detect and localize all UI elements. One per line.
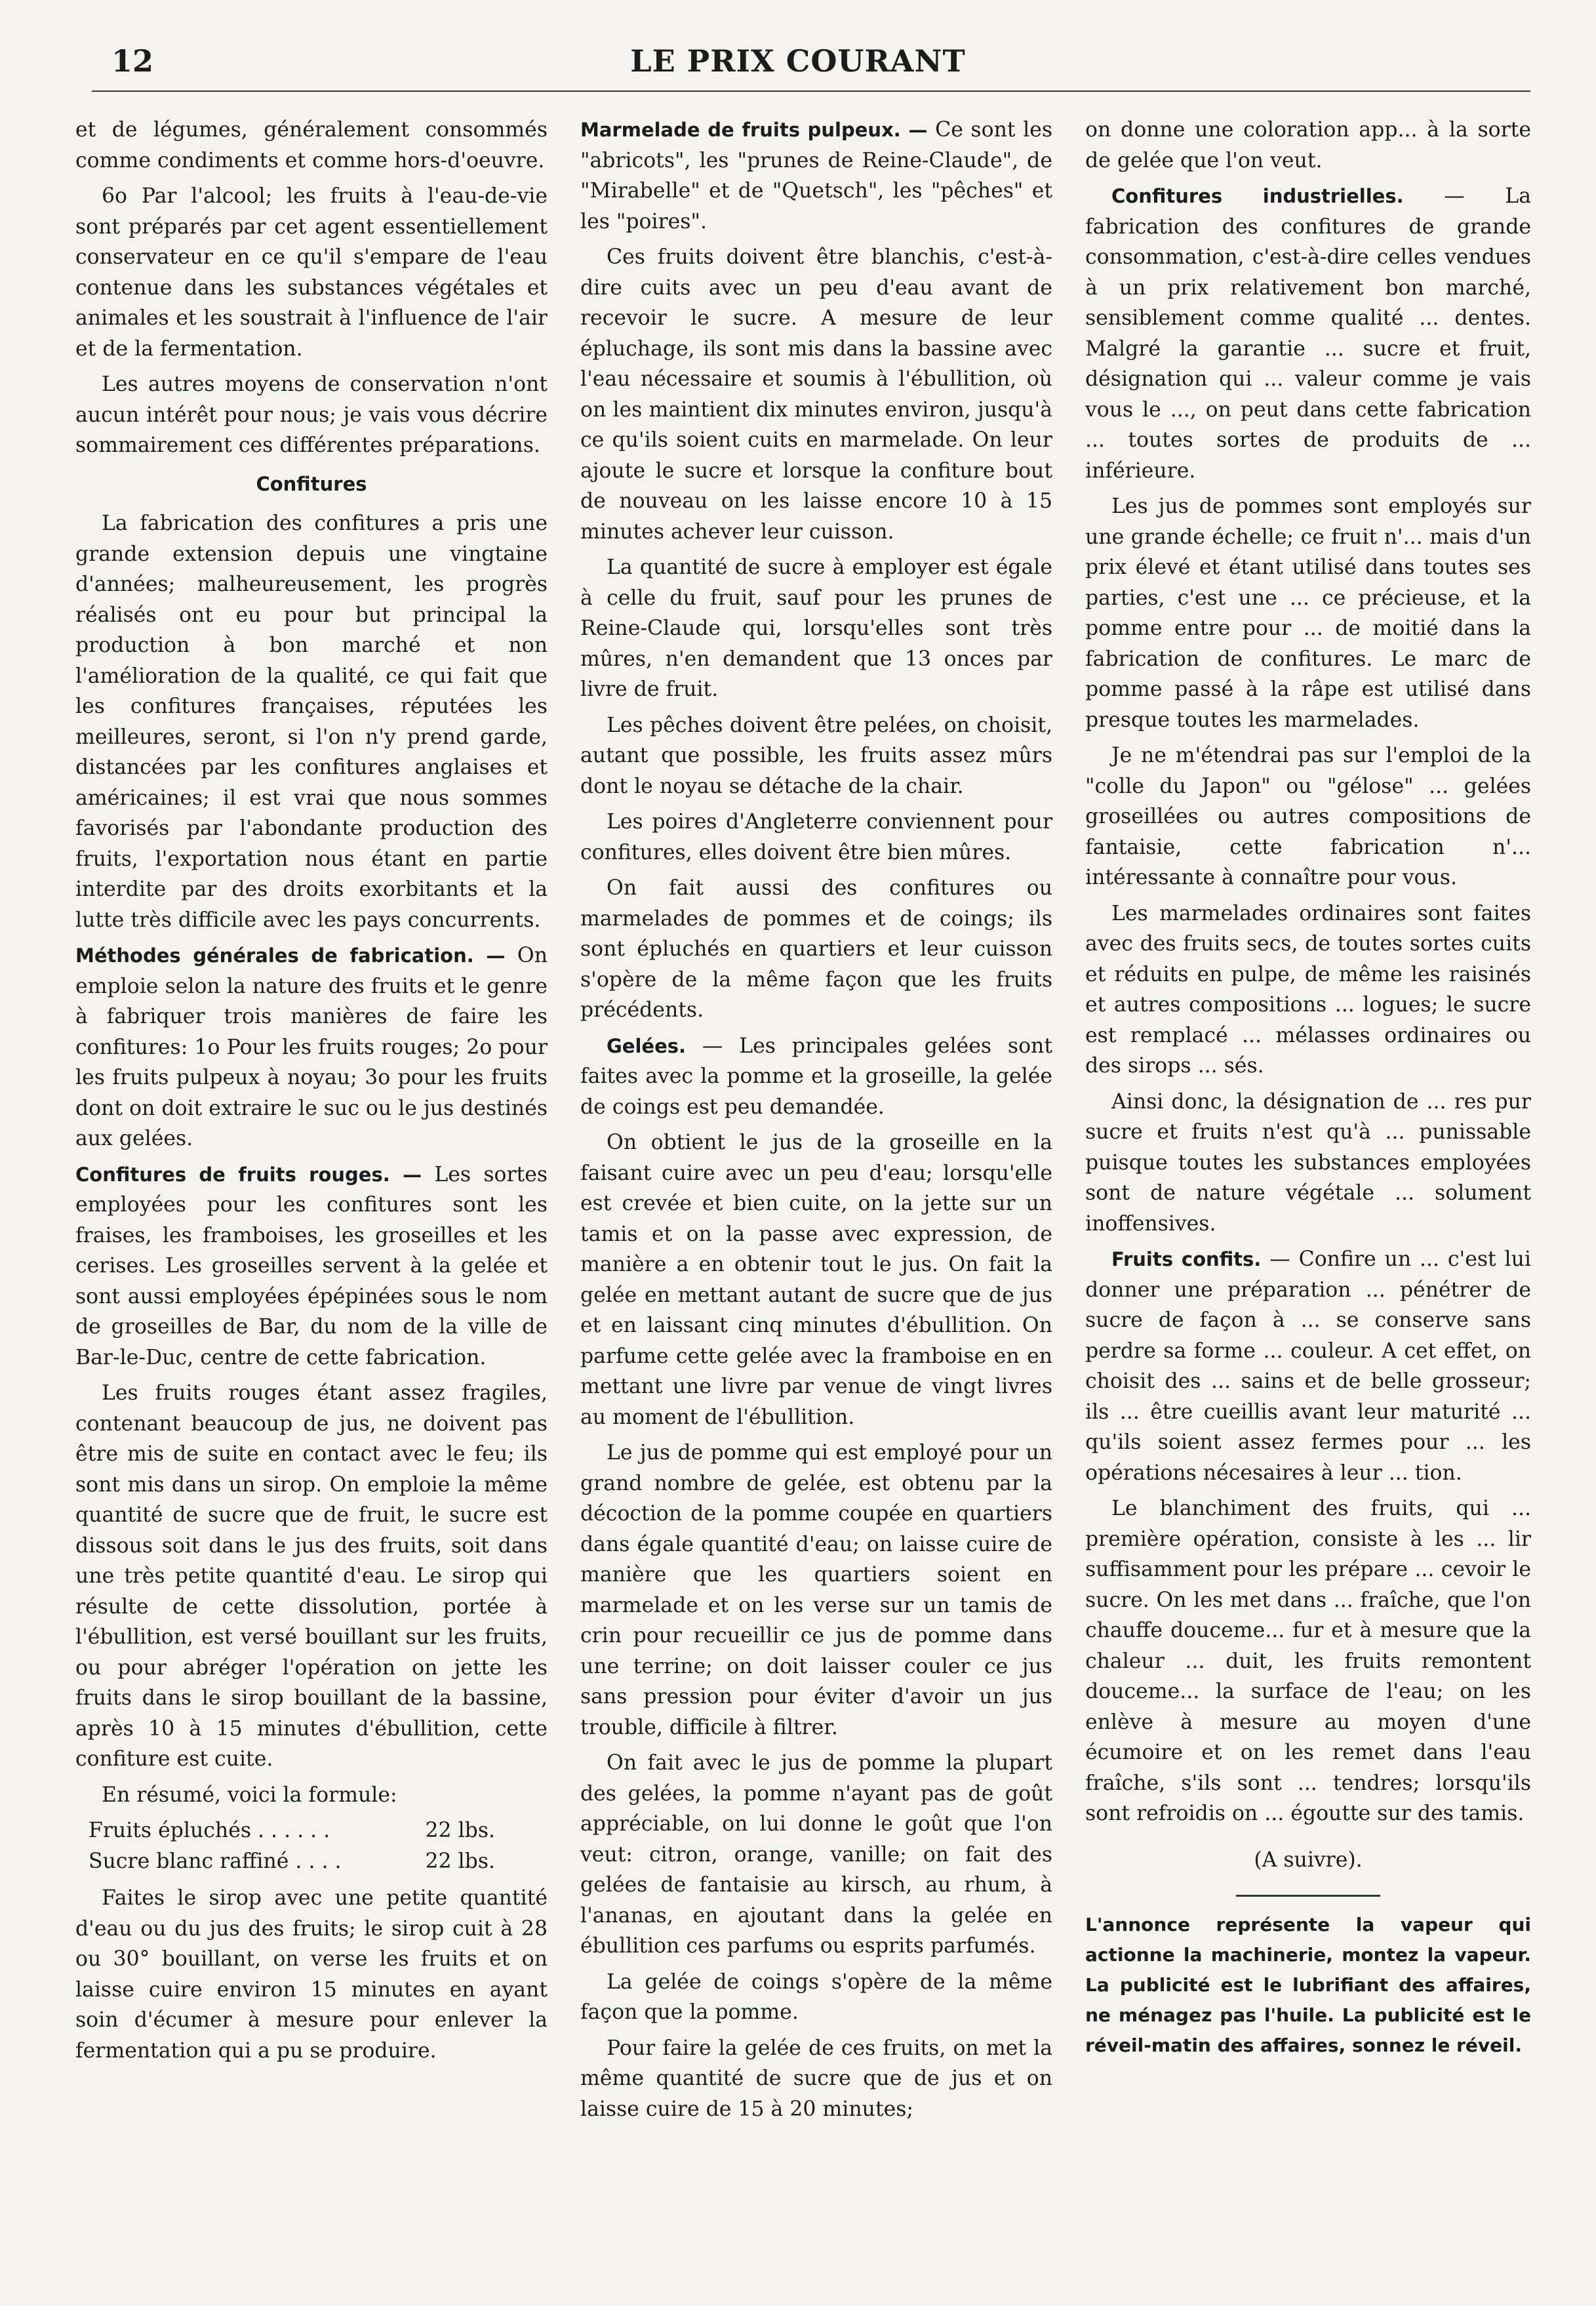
paragraph: Ainsi donc, la désignation de ... res pur sucre et fruits n'est qu'à ... punissable puisque toutes les substances employées sont de nature végétale ... solument inoffensives. — [1085, 1089, 1531, 1236]
to-be-continued: (A suivre). — [1254, 1848, 1363, 1872]
paragraph: — La fabrication des confitures de grande consommation, c'est-à-dire celles vendues à un prix relativement bon marché, sensiblement comme qualité ... dentes. Malgré la garantie ... sucre et fruit, désignation qui ... valeur comme je vais vous le ..., on peut dans cette fabrication ... toutes sortes de produits de ... inférieure. — [1085, 184, 1531, 483]
formula-quantity: 22 lbs. — [425, 1819, 495, 1842]
paragraph: Les pêches doivent être pelées, on choisit, autant que possible, les fruits assez mûrs dont le noyau se détache de la chair. — [580, 713, 1052, 798]
section-heading-confitures: Confitures — [256, 472, 367, 495]
paragraph: on donne une coloration app... à la sorte de gelée que l'on veut. — [1085, 118, 1531, 172]
paragraph: — Confire un ... c'est lui donner une préparation ... pénétrer de sucre de façon à ... se conserve sans perdre sa forme ... couleur. A cet effet, on choisit des ... sains et de belle grosseur; ils ... être cueillis avant leur maturité ... qu'ils soient assez fermes pour ... les opérations nécesaires à leur ... tion. — [1085, 1247, 1531, 1485]
section-heading-industrielles: Confitures industrielles. — [1111, 185, 1404, 207]
paragraph: Les fruits rouges étant assez fragiles, contenant beaucoup de jus, ne doivent pas être mis de suite en contact avec le feu; ils sont mis dans un sirop. On emploie la même quantité de sucre que de fruit, le sucre est dissous soit dans le jus des fruits, soit dans une très petite quantité d'eau. Le sirop qui résulte de cette dissolution, portée à l'ébullition, est versé bouillant sur les fruits, ou pour abréger l'opération on jette les fruits dans le sirop bouillant de la bassine, après 10 à 15 minutes d'ébullition, cette confiture est cuite. — [75, 1381, 548, 1771]
paragraph: Les sortes employées pour les confitures sont les fraises, les framboises, les groseilles et les cerises. Les groseilles servent à la gelée et sont aussi employées épépinées sous le nom de groseilles de Bar, du nom de la ville de Bar-le-Duc, centre de cette fabrication. — [75, 1162, 548, 1369]
paragraph: Les marmelades ordinaires sont faites avec des fruits secs, de toutes sortes cuits et réduits en pulpe, de même les raisinés et autres compositions ... logues; le sucre est remplacé ... mélasses ordinaires ou des sirops ... sés. — [1085, 901, 1531, 1078]
paragraph: et de légumes, généralement consommés comme condiments et comme hors-d'oeuvre. — [75, 118, 548, 172]
formula-ingredient: Sucre blanc raffiné . . . . — [89, 1849, 342, 1873]
advertising-notice: L'annonce représente la vapeur qui actionne la machinerie, montez la vapeur. La publicité est le lubrifiant des affaires, ne ménagez pas l'huile. La publicité est le réveil-matin des affaires, sonnez le réveil. — [1085, 1914, 1531, 2056]
paragraph: Les jus de pommes sont employés sur une grande échelle; ce fruit n'... mais d'un prix élevé et étant utilisé dans toutes ses parties, c'est une ... ce précieuse, et la pomme entre pour ... de moitié dans la fabrication de confitures. Le marc de pomme passé à la râpe est utilisé dans presque toutes les marmelades. — [1085, 495, 1531, 732]
paragraph: La quantité de sucre à employer est égale à celle du fruit, sauf pour les prunes de Reine-Claude qui, lorsqu'elles sont très mûres, n'en demandent que 13 onces par livre de fruit. — [580, 556, 1052, 701]
paragraph: On obtient le jus de la groseille en la faisant cuire avec un peu d'eau; lorsqu'elle est crevée et bien cuite, on la jette sur un tamis et on la passe avec expression, de manière a en obtenir tout le jus. On fait la gelée en mettant autant de sucre que de jus et en laissant cinq minutes d'ébullition. On parfume cette gelée avec la framboise en en mettant une livre par venue de vingt livres au moment de l'ébullition. — [580, 1131, 1052, 1429]
separator-rule — [1236, 1895, 1380, 1897]
recipe-formula — [89, 1815, 548, 1876]
paragraph: — Les principales gelées sont faites avec la pomme et la groseille, la gelée de coings est peu demandée. — [580, 1034, 1052, 1119]
paragraph: Les poires d'Angleterre conviennent pour confitures, elles doivent être bien mûres. — [580, 810, 1052, 864]
section-heading-fruits-rouges: Confitures de fruits rouges. — — [75, 1163, 422, 1186]
paragraph: La fabrication des confitures a pris une grande extension depuis une vingtaine d'années; malheureusement, les progrès réalisés ont eu pour but principal la production à bon marché et non l'amélioration de la qualité, ce qui fait que les confitures françaises, réputées les meilleures, seront, si l'on n'y prend garde, distancées par les confitures anglaises et américaines; il est vrai que nous sommes favorisés par l'abondante production des fruits, l'exportation nous étant en partie interdite par des droits exorbitants et la lutte très difficile avec les pays concurrents. — [75, 512, 548, 932]
section-heading-methodes: Méthodes générales de fabrication. — — [75, 944, 506, 967]
column-2 — [580, 115, 1052, 2130]
paragraph: La gelée de coings s'opère de la même façon que la pomme. — [580, 1970, 1052, 2024]
journal-title: LE PRIX COURANT — [630, 43, 966, 79]
paragraph: Le jus de pomme qui est employé pour un grand nombre de gelée, est obtenu par la décoction de la pomme coupée en quartiers dans égale quantité d'eau; on laisse cuire de manière que les quartiers soient en marmelade et on les verse sur un tamis de crin pour recueillir ce jus de pomme dans une terrine; on doit laisser couler ce jus sans pression pour éviter d'avoir un jus trouble, difficile à filtrer. — [580, 1441, 1052, 1739]
formula-row — [89, 1815, 495, 1846]
paragraph: Le blanchiment des fruits, qui ... première opération, consiste à les ... lir suffisamment pour les prépare ... cevoir le sucre. On les met dans ... fraîche, que l'on chauffe douceme... fur et à mesure que la chaleur ... duit, les fruits remontent douceme... la surface de l'eau; on les enlève à mesure au moyen d'une écumoire et on les remet dans l'eau fraîche, s'ils sont ... tendres; lorsqu'ils sont refroidis on ... égoutte sur des tamis. — [1085, 1497, 1531, 1825]
paragraph: Je ne m'étendrai pas sur l'emploi de la "colle du Japon" ou "gélose" ... gelées groseillées ou autres compositions de fantaisie, cette fabrication n'... intéressante à connaître pour vous. — [1085, 744, 1531, 889]
section-heading-fruits-confits: Fruits confits. — [1111, 1248, 1262, 1270]
paragraph: Faites le sirop avec une petite quantité d'eau ou du jus des fruits; le sirop cuit à 28 ou 30° bouillant, on verse les fruits et on laisse cuire environ 15 minutes en ayant soin d'écumer à mesure pour enlever la fermentation qui a pu se produire. — [75, 1886, 548, 2063]
column-3 — [1085, 115, 1531, 2061]
header-rule — [92, 91, 1530, 92]
formula-ingredient: Fruits épluchés . . . . . . — [89, 1819, 330, 1842]
section-heading-marmelade: Marmelade de fruits pulpeux. — — [580, 119, 928, 141]
page-header — [92, 39, 1504, 85]
paragraph: Les autres moyens de conservation n'ont aucun intérêt pour nous; je vais vous décrire sommairement ces différentes préparations. — [75, 373, 548, 457]
paragraph: On fait aussi des confitures ou marmelades de pommes et de coings; ils sont épluchés en quartiers et leur cuisson s'opère de la même façon que les fruits précédents. — [580, 876, 1052, 1022]
paragraph: On fait avec le jus de pomme la plupart des gelées, la pomme n'ayant pas de goût appréciable, on lui donne le goût que l'on veut: citron, orange, vanille; on fait des gelées de fantaisie au kirsch, au rhum, à l'ananas, en ajoutant dans la gelée en ébullition ces parfums ou esprits parfumés. — [580, 1751, 1052, 1958]
page-number: 12 — [111, 43, 154, 79]
column-1 — [75, 115, 548, 2071]
paragraph: En résumé, voici la formule: — [102, 1783, 397, 1807]
paragraph: Ce sont les "abricots", les "prunes de Reine-Claude", de "Mirabelle" et de "Quetsch", les "pêches" et les "poires". — [580, 118, 1052, 233]
paragraph: Ces fruits doivent être blanchis, c'est-à-dire cuits avec un peu d'eau avant de recevoir le sucre. A mesure de leur épluchage, ils sont mis dans la bassine avec l'eau nécessaire et soumis à l'ébullition, où on les maintient dix minutes environ, jusqu'à ce qu'ils soient cuits en marmelade. On leur ajoute le sucre et lorsque la confiture bout de nouveau on les laisse encore 10 à 15 minutes achever leur cuisson. — [580, 245, 1052, 544]
paragraph: Pour faire la gelée de ces fruits, on met la même quantité de sucre que de jus et on laisse cuire de 15 à 20 minutes; — [580, 2036, 1052, 2121]
paragraph: On emploie selon la nature des fruits et le genre à fabriquer trois manières de faire les confitures: 1o Pour les fruits rouges; 2o pour les fruits pulpeux à noyau; 3o pour les fruits dont on doit extraire le suc ou le jus destinés aux gelées. — [75, 944, 548, 1150]
formula-quantity: 22 lbs. — [425, 1849, 495, 1873]
formula-row — [89, 1846, 495, 1877]
paragraph: 6o Par l'alcool; les fruits à l'eau-de-vie sont préparés par cet agent essentiellement conservateur en ce qu'il s'empare de l'eau contenue dans les substances végétales et animales et les soustrait à l'influence de l'air et de la fermentation. — [75, 184, 548, 361]
section-heading-gelees: Gelées. — [607, 1034, 687, 1057]
